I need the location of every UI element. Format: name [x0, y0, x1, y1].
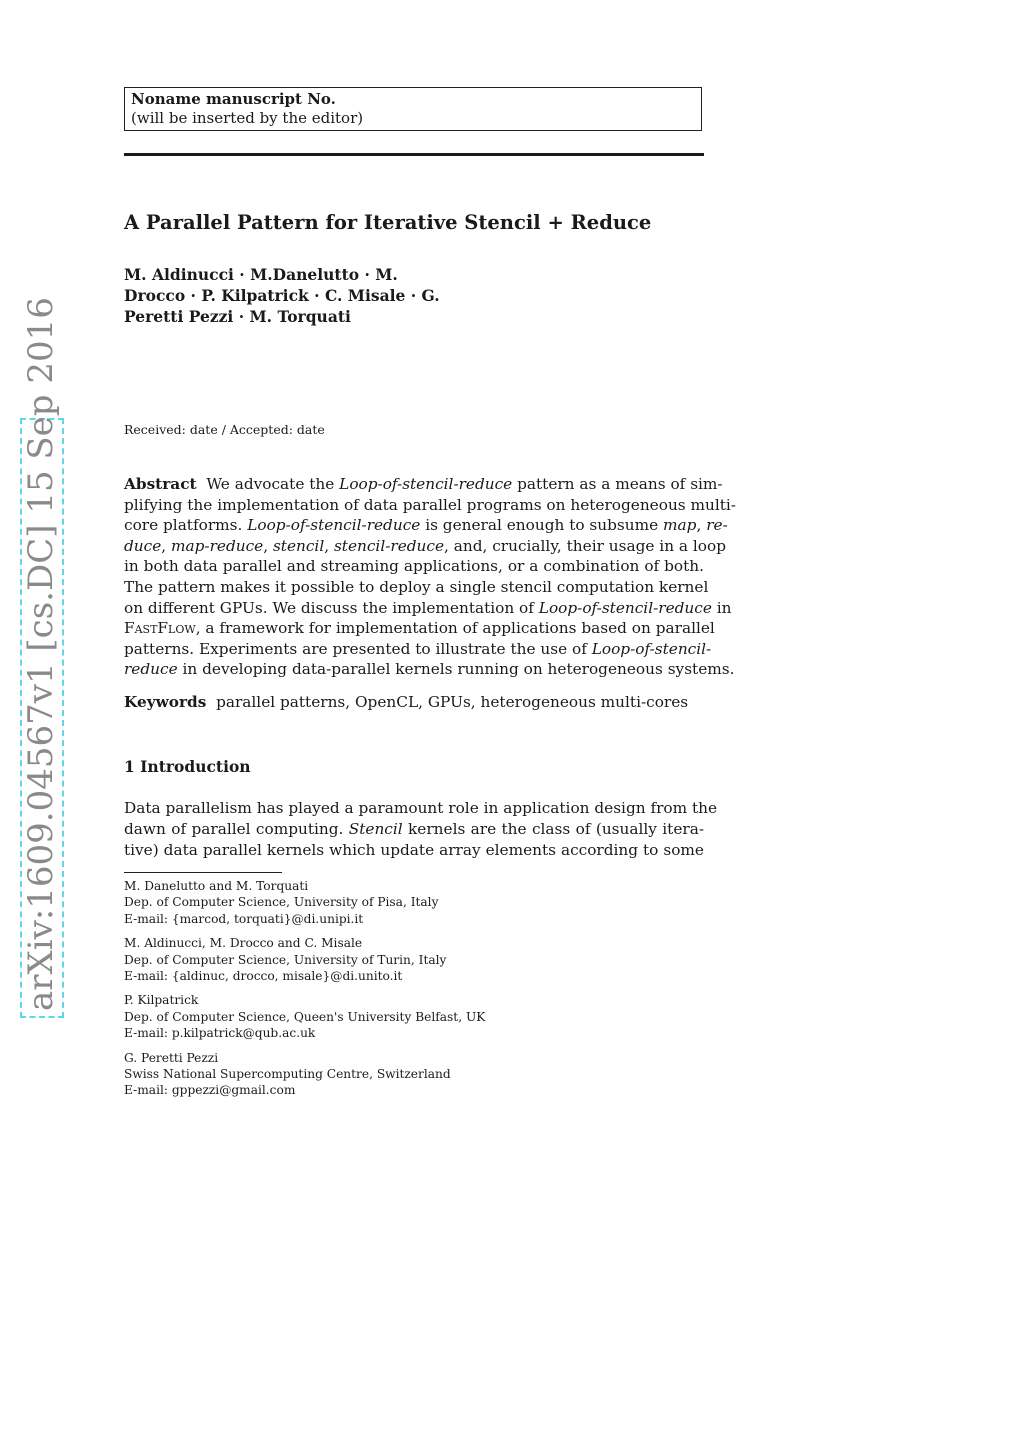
- footnote-affiliation: Dep. of Computer Science, University of Turin, Italy: [124, 952, 447, 967]
- abstract-line: [124, 659, 735, 680]
- section-heading: 1 Introduction: [124, 757, 251, 776]
- abstract-text: , and, crucially, their usage in a loop: [444, 536, 726, 555]
- abstract-text: , a framework for implementation of applications based on parallel: [195, 619, 715, 638]
- abstract-text: in both data parallel and streaming applications, or a combination of both.: [124, 557, 704, 576]
- footnote-names: M. Aldinucci, M. Drocco and C. Misale: [124, 936, 363, 951]
- abstract-text: in developing data-parallel kernels running on heterogeneous systems.: [177, 660, 735, 679]
- abstract-emphasis: duce: [124, 536, 162, 555]
- keywords-heading: Keywords: [124, 693, 207, 711]
- abstract-text: on different GPUs. We discuss the implementation of: [124, 598, 539, 617]
- footnote-email: E-mail: {marcod, torquati}@di.unipi.it: [124, 911, 364, 926]
- footnote-affiliation: Swiss National Supercomputing Centre, Switzerland: [124, 1067, 451, 1082]
- abstract-small-caps: FastFlow: [124, 619, 196, 638]
- abstract-emphasis: Loop-of-stencil-reduce: [247, 516, 421, 535]
- abstract-line: [124, 618, 715, 639]
- introduction-text: Data parallelism has played a paramount role in application design from the: [124, 799, 718, 817]
- footnote-affiliation: [124, 935, 704, 984]
- abstract-text: core platforms.: [124, 516, 248, 535]
- footnote-rule: [124, 872, 282, 873]
- abstract-text: in: [711, 598, 732, 617]
- abstract-heading: Abstract: [124, 475, 197, 493]
- footnote-email: E-mail: gppezzi@gmail.com: [124, 1083, 296, 1098]
- manuscript-header-box: [124, 87, 702, 131]
- abstract-line: [124, 598, 732, 619]
- introduction-emphasis: Stencil: [348, 819, 403, 838]
- footnote-affiliation: Dep. of Computer Science, University of Pisa, Italy: [124, 895, 439, 910]
- abstract-emphasis: stencil-reduce: [333, 536, 445, 555]
- abstract-line: [124, 639, 712, 660]
- footnote-names: P. Kilpatrick: [124, 993, 199, 1008]
- abstract-text: We advocate the: [206, 475, 340, 493]
- abstract-line: [124, 556, 704, 577]
- abstract-line: [124, 536, 726, 557]
- abstract-text: The pattern makes it possible to deploy a single stencil computation kernel: [124, 577, 709, 596]
- abstract-emphasis: map: [663, 516, 697, 535]
- abstract-line: [124, 577, 709, 598]
- abstract-text: ,: [263, 536, 273, 555]
- abstract-emphasis: Loop-of-stencil-: [591, 639, 712, 658]
- abstract-line: [124, 495, 736, 516]
- abstract-line: [124, 474, 723, 495]
- abstract: [124, 474, 736, 680]
- abstract-text: pattern as a means of sim-: [512, 475, 723, 493]
- abstract-emphasis: reduce: [124, 660, 178, 679]
- abstract-emphasis: stencil: [272, 536, 325, 555]
- abstract-emphasis: Loop-of-stencil-reduce: [339, 475, 513, 493]
- abstract-text: is general enough to subsume: [420, 516, 664, 535]
- introduction-text: kernels are the class of (usually itera-: [402, 819, 704, 838]
- abstract-text: ,: [161, 536, 171, 555]
- introduction-text: tive) data parallel kernels which update array elements according to some: [124, 840, 704, 859]
- footnotes: [124, 878, 704, 1107]
- abstract-emphasis: re-: [706, 516, 728, 535]
- author-line-3: Peretti Pezzi · M. Torquati: [124, 307, 351, 326]
- abstract-emphasis: Loop-of-stencil-reduce: [538, 598, 712, 617]
- introduction-line: [124, 819, 704, 840]
- footnote-affiliation: [124, 992, 704, 1041]
- footnote-names: M. Danelutto and M. Torquati: [124, 879, 309, 893]
- abstract-text: ,: [696, 516, 707, 535]
- author-line-2: Drocco · P. Kilpatrick · C. Misale · G.: [124, 286, 440, 305]
- footnote-email: E-mail: p.kilpatrick@qub.ac.uk: [124, 1026, 316, 1041]
- keywords-text: parallel patterns, OpenCL, GPUs, heterogeneous multi-cores: [216, 693, 689, 711]
- abstract-text: patterns. Experiments are presented to illustrate the use of: [124, 639, 592, 658]
- introduction-text: [124, 798, 718, 860]
- abstract-text: ,: [324, 536, 334, 555]
- footnote-affiliation: [124, 1050, 704, 1099]
- author-list: [124, 264, 484, 327]
- received-date: Received: date / Accepted: date: [124, 422, 325, 437]
- editor-note: (will be inserted by the editor): [131, 109, 364, 127]
- arxiv-stamp: arXiv:1609.04567v1 [cs.DC] 15 Sep 2016: [20, 418, 64, 1018]
- footnote-affiliation: [124, 878, 704, 927]
- introduction-line: [124, 840, 704, 861]
- footnote-affiliation: Dep. of Computer Science, Queen's University Belfast, UK: [124, 1009, 486, 1024]
- keywords: [124, 692, 704, 712]
- introduction-text: dawn of parallel computing.: [124, 819, 349, 838]
- introduction-line: [124, 798, 718, 819]
- abstract-text: plifying the implementation of data parallel programs on heterogeneous multi-: [124, 495, 736, 514]
- abstract-line: [124, 515, 728, 536]
- paper-title: A Parallel Pattern for Iterative Stencil + Reduce: [124, 211, 652, 234]
- author-line-1: M. Aldinucci · M.Danelutto · M.: [124, 265, 398, 284]
- abstract-emphasis: map-reduce: [171, 536, 264, 555]
- footnote-email: E-mail: {aldinuc, drocco, misale}@di.unito.it: [124, 969, 403, 984]
- header-rule: [124, 153, 704, 156]
- footnote-names: G. Peretti Pezzi: [124, 1050, 219, 1065]
- manuscript-label: Noname manuscript No.: [131, 90, 336, 108]
